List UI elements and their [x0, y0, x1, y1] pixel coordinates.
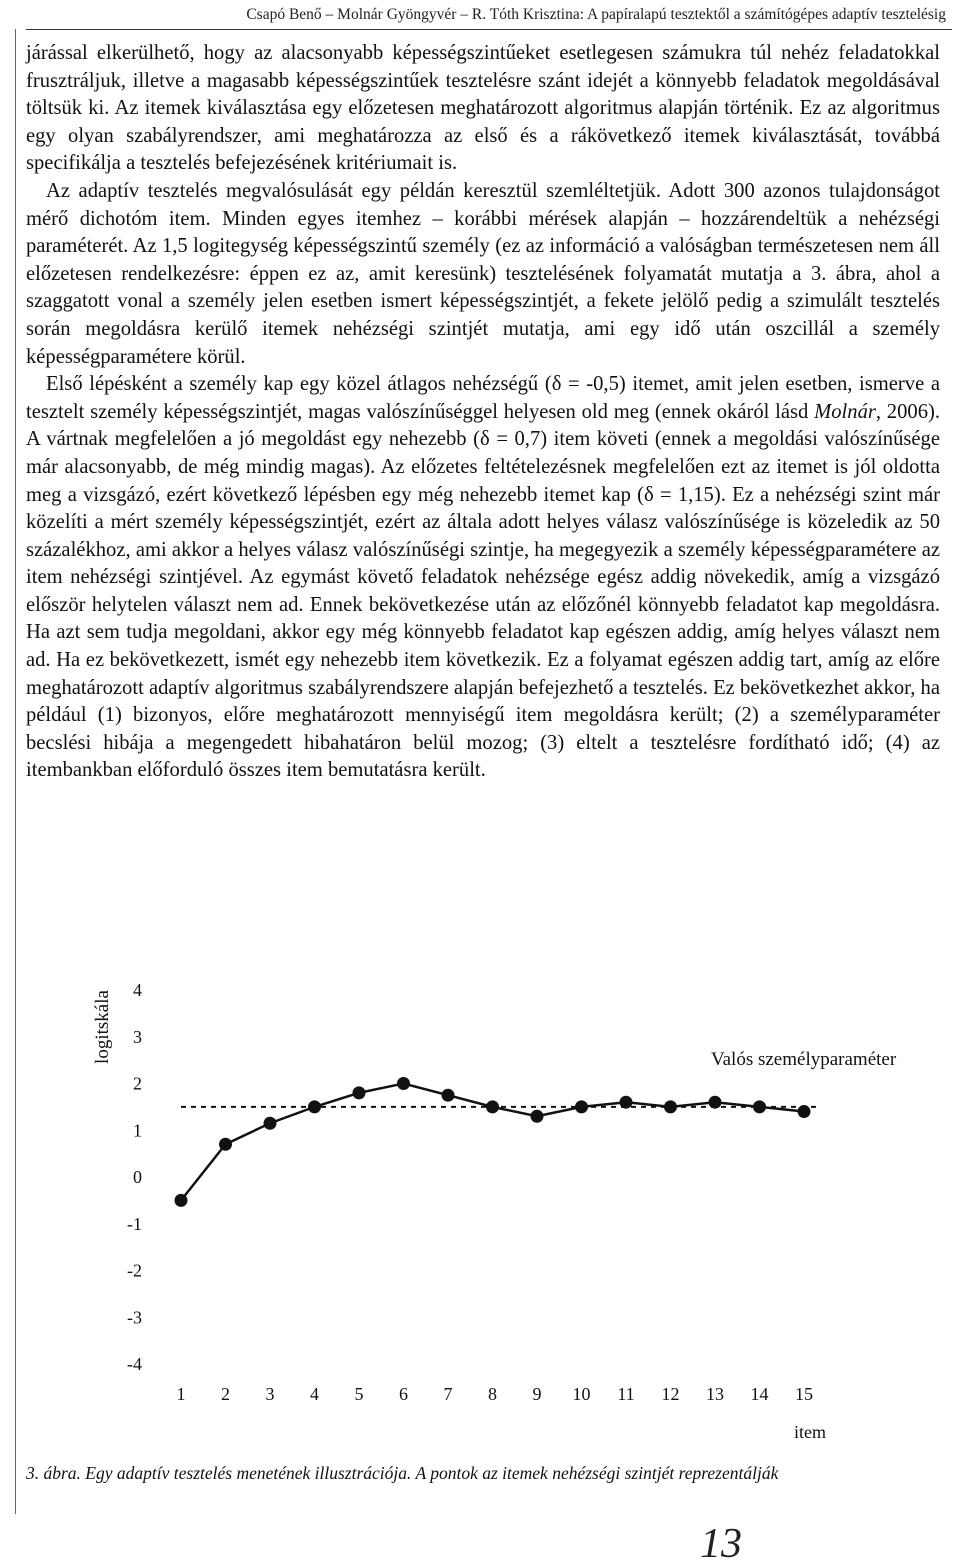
- citation-author: Molnár: [814, 400, 876, 423]
- data-point: [353, 1086, 366, 1099]
- data-point: [175, 1194, 188, 1207]
- x-tick-label: 8: [488, 1384, 497, 1404]
- y-tick-label: -4: [127, 1354, 142, 1374]
- item-difficulty-points: [175, 1077, 811, 1207]
- x-tick-label: 14: [750, 1384, 769, 1404]
- data-point: [798, 1105, 811, 1118]
- adaptive-test-chart: [26, 972, 940, 1452]
- x-tick-label: 4: [310, 1384, 319, 1404]
- page-number: 13: [700, 1521, 742, 1567]
- x-tick-label: 5: [354, 1384, 364, 1404]
- data-point: [264, 1117, 277, 1130]
- paragraph-1: járással elkerülhető, hogy az alacsonyabb képességszintűeket esetlegesen számukra túl nehéz feladatokkal frusztráljuk, illetve a magasabb képességszintűek tesztelésre szánt idejét a könnyebb feladatok megoldásával töltsük ki. Az itemek kiválasztása egy előzetesen meghatározott algoritmus alapján történik. Ez az algoritmus egy olyan szabályrendszer, ami meghatározza az első és a rákövetkező itemek kiválasztását, továbbá specifikálja a tesztelés befejezésének kritériumait is.: [26, 42, 940, 175]
- data-point: [531, 1110, 544, 1123]
- figure-3: [26, 972, 940, 1452]
- x-axis-ticks: [177, 1384, 814, 1404]
- y-tick-label: 0: [133, 1167, 142, 1187]
- y-tick-label: -3: [127, 1307, 142, 1328]
- data-point: [308, 1100, 321, 1113]
- x-tick-label: 6: [399, 1384, 408, 1404]
- paragraph-3: [26, 371, 940, 785]
- x-tick-label: 7: [443, 1384, 453, 1404]
- data-point: [753, 1100, 766, 1113]
- x-tick-label: 12: [661, 1384, 680, 1404]
- y-axis-ticks: [127, 980, 142, 1374]
- header-rule: [26, 29, 952, 30]
- x-axis-label: item: [794, 1422, 826, 1442]
- x-tick-label: 3: [265, 1384, 275, 1404]
- reference-line-label: Valós személyparaméter: [711, 1049, 897, 1070]
- data-point: [575, 1100, 588, 1113]
- data-point: [620, 1096, 633, 1109]
- y-tick-label: 2: [133, 1073, 142, 1094]
- paragraph-2: Az adaptív tesztelés megvalósulását egy példán keresztül szemléltetjük. Adott 300 azonos tulajdonságot mérő dichotóm item. Minden egyes itemhez – korábbi mérések alapján – hozzárendeltük a nehézségi paraméterét. Az 1,5 logitegység képességszintű személy (ez az információ a valóságban természetesen nem áll előzetesen rendelkezésre: éppen ez az, amit keresünk) tesztelésének folyamatát mutatja a 3. ábra, ahol a szaggatott vonal a személy jelen esetben ismert képességszintjét, a fekete jelölő pedig a szimulált tesztelés során megoldásra kerülő itemek nehézségi szintjét mutatja, ami egy idő után oszcillál a személy képességparamétere körül.: [26, 179, 940, 368]
- x-tick-label: 2: [221, 1384, 230, 1404]
- margin-rule: [15, 29, 16, 1514]
- x-tick-label: 1: [176, 1384, 186, 1404]
- figure-caption: 3. ábra. Egy adaptív tesztelés menetének illusztrációja. A pontok az itemek nehézségi szintjét reprezentálják: [26, 1463, 779, 1483]
- x-tick-label: 15: [795, 1384, 813, 1404]
- data-point: [709, 1096, 722, 1109]
- body-text: [26, 40, 940, 785]
- x-tick-label: 9: [532, 1384, 542, 1404]
- paragraph-3-part-b: , 2006). A vártnak megfelelően a jó megoldást egy nehezebb (δ = 0,7) item követi (ennek a megoldási valószínűsége már alacsonyabb, de még mindig magas). Az előzetes feltételezésnek megfelelően ezt az itemet is jól oldotta meg a vizsgázó, ezért következő lépésben egy még nehezebb itemet kap (δ = 1,15). Ez a nehézségi szint már közelíti a mért személy képességszintjét, ezért az általa adott helyes válasz valószínűsége is közeledik az 50 százalékhoz, ami akkor a helyes válasz valószínűségi szintje, ha megegyezik a személy képességparamétere az item nehézségi szintjével. Az egymást követő feladatok nehézsége egész addig növekedik, amíg a vizsgázó először helytelen választ nem ad. Ennek bekövetkezése után az előzőnél könnyebb feladatot kap megoldásra. Ha azt sem tudja megoldani, akkor egy még könnyebb feladatot kap egészen addig, amíg helyes választ nem ad. Ha ez bekövetkezett, ismét egy nehezebb item következik. Ez a folyamat egészen addig tart, amíg az előre meghatározott adaptív algoritmus szabályrendszere alapján befejezhető a tesztelés. Ez bekövetkezhet akkor, ha például (1) bizonyos, előre meghatározott mennyiségű item megoldásra került; (2) a személyparaméter becslési hibája a megengedett hibahatáron belül mozog; (3) eltelt a tesztelésre fordítható idő; (4) az itembankban előforduló összes item bemutatásra került.: [26, 400, 940, 782]
- paragraph-3-part-a: Első lépésként a személy kap egy közel átlagos nehézségű (δ = -0,5) itemet, amit jelen esetben, ismerve a tesztelt személy képességszintjét, magas valószínűséggel helyesen old meg (ennek okáról lásd: [26, 373, 940, 423]
- x-tick-label: 11: [617, 1384, 635, 1404]
- x-tick-label: 13: [706, 1384, 724, 1404]
- running-head: Csapó Benő – Molnár Gyöngyvér – R. Tóth Krisztina: A papíralapú tesztektől a számítógépes adaptív tesztelésig: [246, 6, 946, 23]
- data-point: [219, 1138, 232, 1151]
- y-tick-label: -2: [127, 1260, 142, 1281]
- y-tick-label: 3: [133, 1026, 142, 1047]
- y-tick-label: 1: [133, 1120, 142, 1141]
- x-tick-label: 10: [572, 1384, 591, 1404]
- data-point: [486, 1100, 499, 1113]
- y-tick-label: 4: [133, 980, 142, 1000]
- y-axis-label: logitskála: [92, 990, 113, 1064]
- data-point: [442, 1089, 455, 1102]
- data-point: [397, 1077, 410, 1090]
- y-tick-label: -1: [127, 1213, 142, 1234]
- data-point: [664, 1100, 677, 1113]
